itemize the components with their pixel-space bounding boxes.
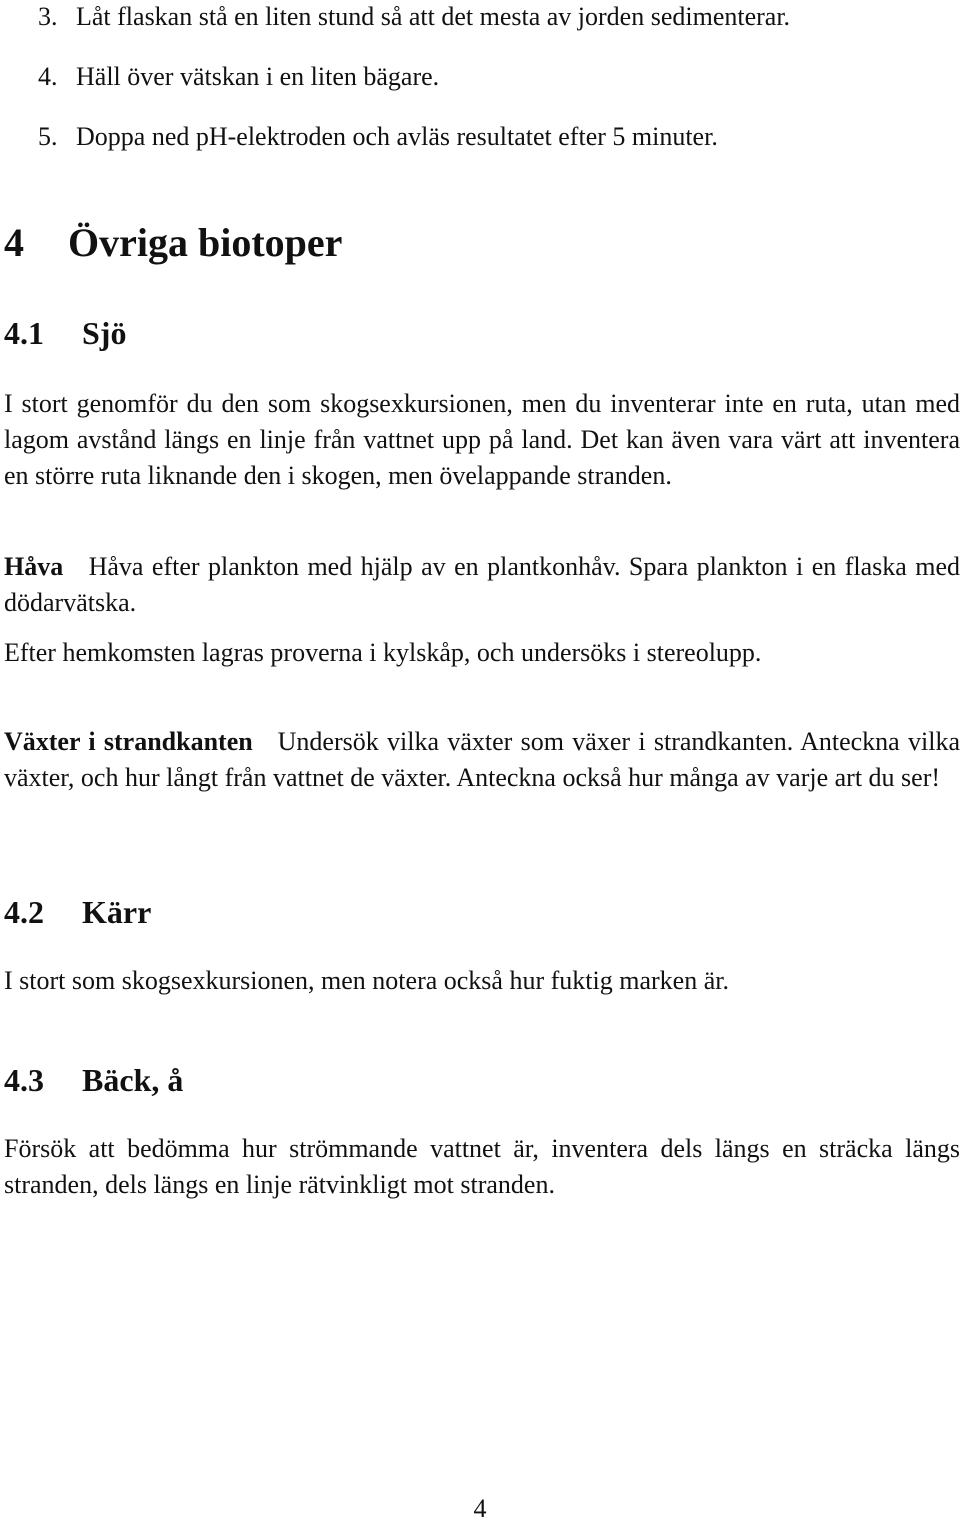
- vaxter-text: Undersök vilka växter som växer i strandkanten. Anteckna vilka växter, och hur långt från vattnet de växter. Anteckna också hur många av varje art du ser!: [4, 727, 960, 792]
- vaxter-label: Växter i strandkanten: [4, 727, 253, 756]
- list-item: [38, 122, 718, 152]
- section-heading: [4, 220, 342, 266]
- list-item-text: Häll över vätskan i en liten bägare.: [76, 62, 440, 91]
- subsection-title: Kärr: [82, 894, 152, 930]
- subsection-title: Bäck, å: [82, 1062, 184, 1098]
- vaxter-paragraph: [4, 724, 960, 796]
- subsection-title: Sjö: [82, 315, 127, 351]
- subsection-number: 4.2: [4, 894, 44, 930]
- list-item-number: 3.: [38, 2, 58, 31]
- karr-paragraph: I stort som skogsexkursionen, men notera också hur fuktig marken är.: [4, 966, 729, 995]
- list-item-number: 4.: [38, 62, 58, 91]
- list-item: [38, 2, 790, 32]
- subsection-heading-sjo: [4, 314, 126, 352]
- hava-paragraph: [4, 549, 960, 621]
- list-item-text: Låt flaskan stå en liten stund så att det mesta av jorden sedimenterar.: [76, 2, 791, 31]
- subsection-heading-karr: [4, 893, 151, 931]
- page-number: 4: [473, 1494, 487, 1523]
- subsection-number: 4.3: [4, 1062, 44, 1098]
- hava-text: Håva efter plankton med hjälp av en plantkonhåv. Spara plankton i en flaska med dödarvätska.: [4, 552, 960, 617]
- storage-paragraph: Efter hemkomsten lagras proverna i kylskåp, och undersöks i stereolupp.: [4, 638, 762, 667]
- subsection-heading-back: [4, 1061, 183, 1099]
- sjo-paragraph: I stort genomför du den som skogsexkursionen, men du inventerar inte en ruta, utan med lagom avstånd längs en linje från vattnet upp på land. Det kan även vara värt att inventera en större ruta liknande den i skogen, men övelappande stranden.: [4, 389, 960, 490]
- list-item: [38, 62, 439, 92]
- section-number: 4: [4, 220, 24, 265]
- back-paragraph: Försök att bedömma hur strömmande vattnet är, inventera dels längs en sträcka längs stranden, dels längs en linje rätvinkligt mot stranden.: [4, 1134, 960, 1199]
- subsection-number: 4.1: [4, 315, 44, 351]
- section-title: Övriga biotoper: [68, 220, 343, 265]
- list-item-number: 5.: [38, 122, 58, 151]
- list-item-text: Doppa ned pH-elektroden och avläs resultatet efter 5 minuter.: [76, 122, 718, 151]
- hava-label: Håva: [4, 552, 64, 581]
